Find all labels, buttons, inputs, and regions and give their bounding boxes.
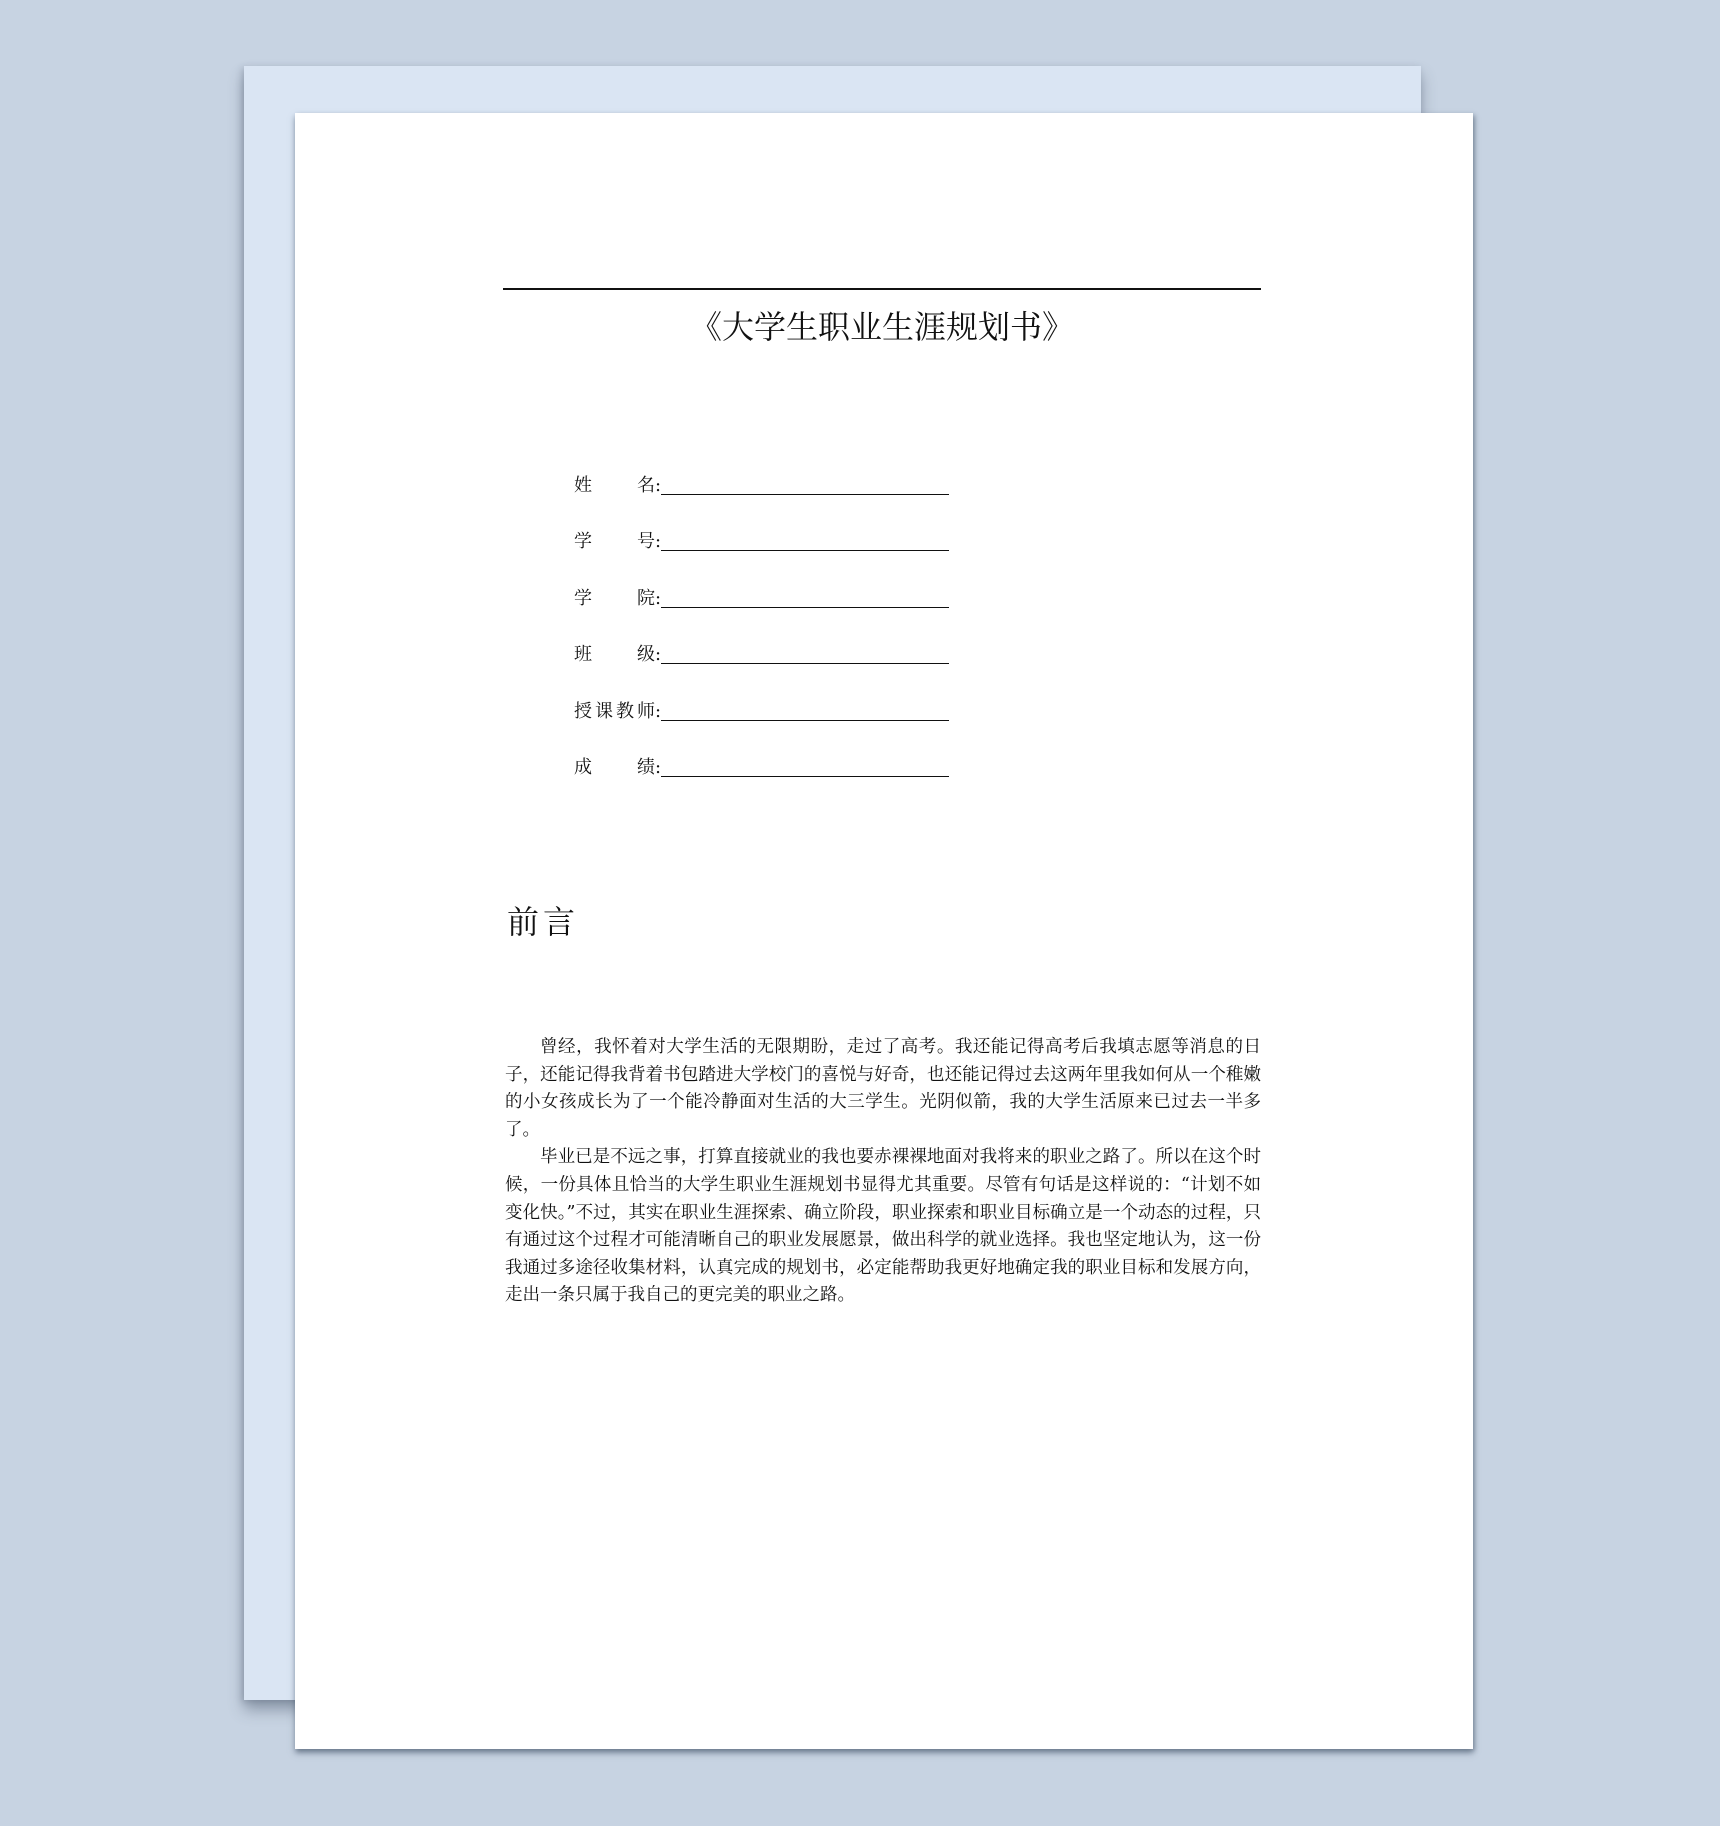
college-field[interactable] bbox=[661, 587, 949, 608]
front-page-sheet bbox=[295, 113, 1473, 1749]
form-label: 姓 名 bbox=[574, 474, 655, 496]
form-row-college: 学 院 : bbox=[574, 554, 974, 611]
preface-body bbox=[505, 1034, 1261, 1310]
form-row-grade: 成 绩 : bbox=[574, 724, 974, 781]
instructor-field[interactable] bbox=[661, 700, 949, 721]
student-id-field[interactable] bbox=[661, 530, 949, 551]
form-label: 班 级 bbox=[574, 644, 655, 665]
student-info-form bbox=[574, 441, 974, 780]
form-row-name: 姓 名 : bbox=[574, 441, 974, 498]
paragraph: 曾经，我怀着对大学生活的无限期盼，走过了高考。我还能记得高考后我填志愿等消息的日子，还能记得我背着书包踏进大学校门的喜悦与好奇，也还能记得过去这两年里我如何从一个稚嫩的小女孩成长为了一个能冷静面对生活的大三学生。光阴似箭，我的大学生活原来已过去一半多了。 bbox=[505, 1037, 1261, 1140]
form-row-instructor: 授 课 教 师 : bbox=[574, 667, 974, 724]
paragraph: 毕业已是不远之事，打算直接就业的我也要赤裸裸地面对我将来的职业之路了。所以在这个时候，一份具体且恰当的大学生职业生涯规划书显得尤其重要。尽管有句话是这样说的：“计划不如变化快。”不过，其实在职业生涯探索、确立阶段，职业探索和职业目标确立是一个动态的过程，只有通过这个过程才可能清晰自己的职业发展愿景，做出科学的就业选择。我也坚定地认为，这一份我通过多途径收集材料，认真完成的规划书，必定能帮助我更好地确定我的职业目标和发展方向，走出一条只属于我自己的更完美的职业之路。 bbox=[505, 1147, 1261, 1306]
name-field[interactable] bbox=[661, 474, 949, 495]
grade-field[interactable] bbox=[661, 756, 949, 777]
form-label: 成 绩 bbox=[574, 757, 655, 778]
title-top-rule bbox=[503, 288, 1261, 290]
form-label: 学 院 bbox=[574, 587, 655, 609]
form-label: 授 课 教 师 bbox=[574, 700, 655, 722]
form-label: 学 号 bbox=[574, 531, 655, 552]
document-title: 《大学生职业生涯规划书》 bbox=[689, 308, 1074, 346]
form-row-class: 班 级 : bbox=[574, 611, 974, 668]
class-field[interactable] bbox=[661, 643, 949, 664]
preface-heading: 前言 bbox=[507, 903, 580, 941]
form-row-student-id: 学 号 : bbox=[574, 498, 974, 555]
